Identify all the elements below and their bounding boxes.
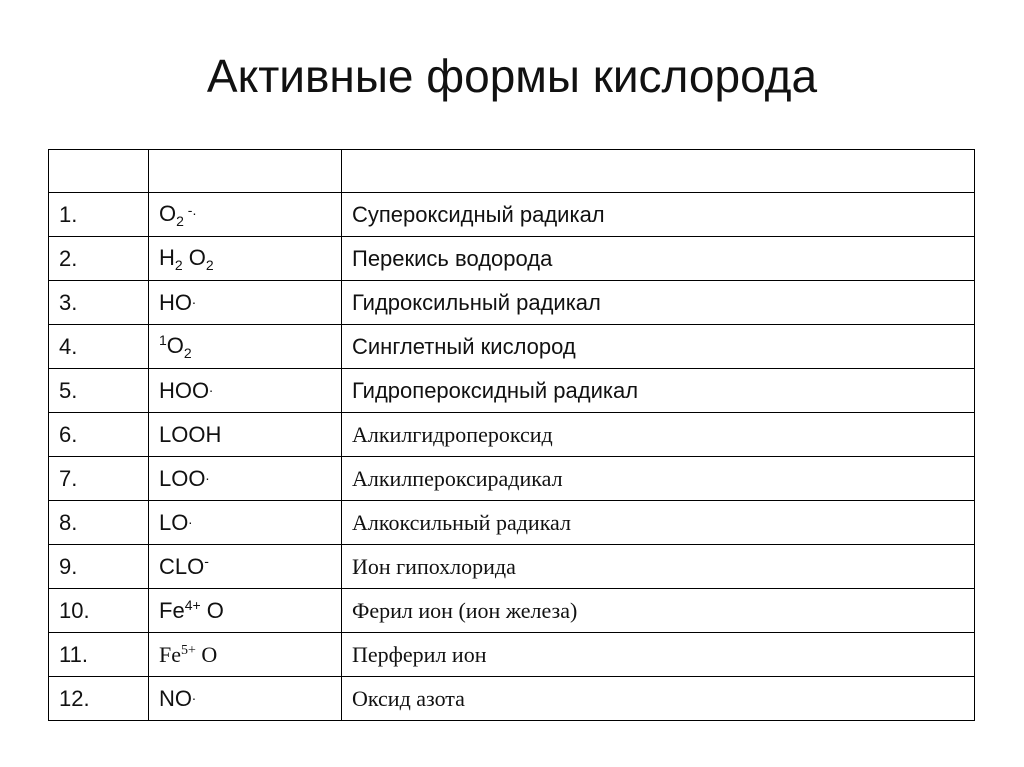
chemical-formula [149,457,342,501]
row-number: 11. [49,633,149,677]
formula-part: LOO [159,465,206,491]
chemical-formula [149,501,342,545]
chemical-formula [149,325,342,369]
chemical-formula [149,633,342,677]
species-name: Алкилпероксирадикал [342,457,975,501]
row-number: 12. [49,677,149,721]
row-number: 1. [49,193,149,237]
chemical-formula [149,193,342,237]
formula-part: . [205,466,210,483]
chemical-formula [149,281,342,325]
row-number: 3. [49,281,149,325]
formula-part: Fe [159,641,181,667]
chemical-formula [149,237,342,281]
row-number: 5. [49,369,149,413]
formula-part: O [182,244,206,270]
formula-part: 4+ [184,597,201,613]
species-name: Перекись водорода [342,237,975,281]
formula-part: H [159,244,175,270]
chemical-formula [149,589,342,633]
header-cell-name [342,150,975,193]
header-cell-formula [149,150,342,193]
table-row [49,281,975,325]
species-name: Ион гипохлорида [342,545,975,589]
chemical-formula [149,369,342,413]
formula-part: . [209,378,214,395]
formula-part: 2 [205,256,214,273]
species-name: Синглетный кислород [342,325,975,369]
formula-part: 2 [176,212,184,229]
formula-part: CLO [159,554,205,579]
chemical-formula [149,413,342,457]
species-name: Оксид азота [342,677,975,721]
species-name: Алкилгидропероксид [342,413,975,457]
species-name: Перферил ион [342,633,975,677]
formula-part: 1 [159,332,167,348]
row-number: 2. [49,237,149,281]
row-number: 8. [49,501,149,545]
row-number: 6. [49,413,149,457]
row-number: 7. [49,457,149,501]
reactive-oxygen-table [48,149,975,721]
species-name: Супероксидный радикал [342,193,975,237]
species-name: Гидропероксидный радикал [342,369,975,413]
table-row [49,589,975,633]
slide-title: Активные формы кислорода [206,50,818,102]
species-name: Ферил ион (ион железа) [342,589,975,633]
table-row [49,193,975,237]
formula-part: 2 [174,256,183,273]
table-header-row [49,150,975,193]
table-row [49,457,975,501]
table-row [49,325,975,369]
formula-part: 5+ [181,642,196,658]
table-row [49,677,975,721]
table-row [49,501,975,545]
formula-part: LO [159,509,189,535]
table-body [49,150,975,721]
chemical-formula [149,677,342,721]
table-row [49,369,975,413]
table-row [49,633,975,677]
formula-part: O [166,333,184,358]
formula-part: Fe [159,598,185,623]
formula-part: HO [159,289,192,315]
table-row [49,545,975,589]
formula-part: . [188,510,193,527]
species-name: Алкоксильный радикал [342,501,975,545]
formula-part: O [195,641,218,667]
row-number: 9. [49,545,149,589]
formula-part: - [204,553,209,569]
header-cell-number [49,150,149,193]
row-number: 10. [49,589,149,633]
table-row [49,237,975,281]
formula-part: . [192,290,196,307]
formula-part: 2 [183,345,192,361]
formula-part: NO [159,685,192,711]
formula-part: O [200,598,224,623]
formula-part: . [192,686,196,703]
formula-part: HOO [159,377,210,403]
formula-part: -. [183,201,197,218]
chemical-formula [149,545,342,589]
species-name: Гидроксильный радикал [342,281,975,325]
row-number: 4. [49,325,149,369]
formula-part: LOOH [159,421,222,447]
formula-part: O [159,200,177,226]
table-row [49,413,975,457]
